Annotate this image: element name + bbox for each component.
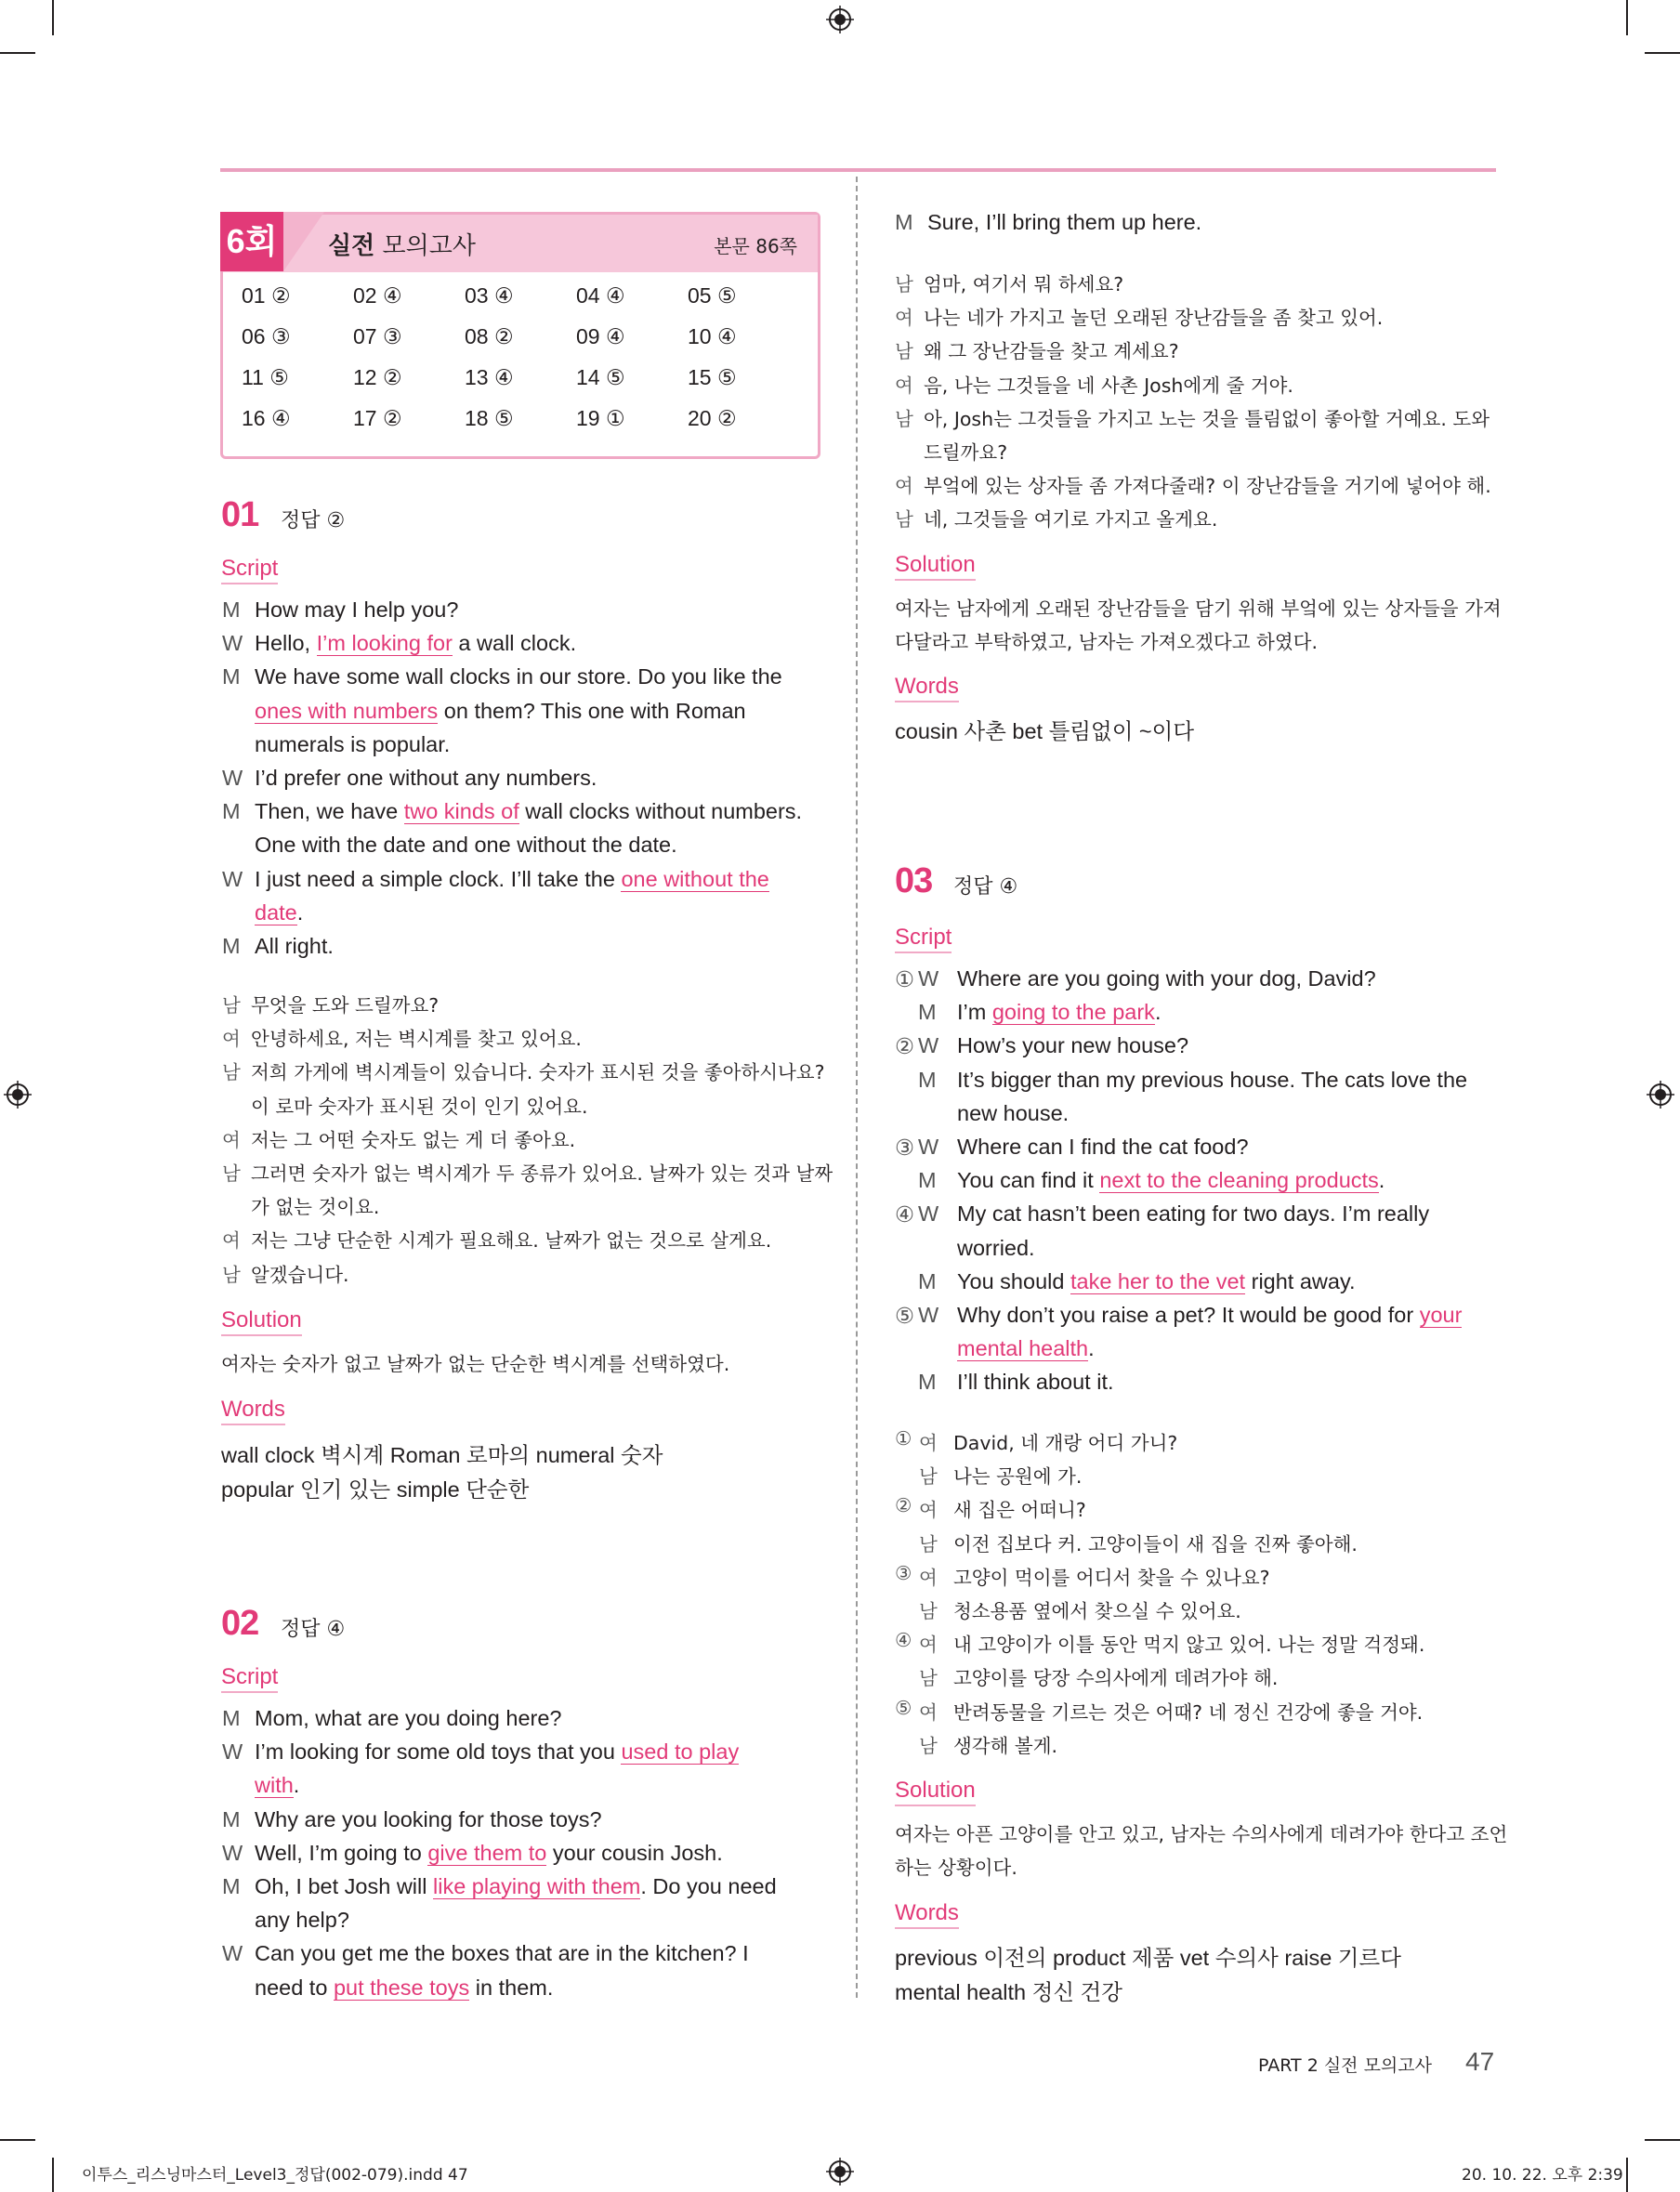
translation-line: 고양이를 당장 수의사에게 데려가야 해. [953, 1667, 1279, 1690]
answer-cell: 07 ③ [353, 324, 402, 348]
script-line [255, 1807, 602, 1832]
answer-cell: 20 ② [688, 406, 737, 430]
question-answer: 정답 ② [281, 509, 346, 532]
script-line [957, 1269, 1356, 1294]
answer-cell: 18 ⑤ [465, 406, 514, 430]
speaker-label: M [222, 597, 241, 622]
speaker-label: W [918, 1303, 939, 1327]
answer-cell: 10 ④ [688, 324, 737, 348]
script-text: Where can I find the cat food? [957, 1135, 1249, 1159]
question-number: 02 [221, 1604, 259, 1643]
answer-cell: 16 ④ [242, 406, 291, 430]
script-text: right away. [1245, 1268, 1356, 1293]
translation-line: 엄마, 여기서 뭐 하세요? [924, 273, 1124, 295]
script-text: wall clocks without numbers. [518, 799, 803, 824]
script-text: Can you get me the boxes that are in the kitchen? I [255, 1941, 749, 1966]
answer-cell: 03 ④ [465, 283, 514, 308]
header-rule [220, 168, 1496, 172]
script-label: Script [895, 925, 952, 953]
translation-line: 그러면 숫자가 없는 벽시계가 두 종류가 있어요. 날짜가 있는 것과 날짜 [251, 1162, 833, 1185]
script-line [255, 900, 303, 925]
script-line [927, 210, 1201, 235]
highlighted-phrase: going to the park [991, 1000, 1155, 1025]
speaker-label: M [222, 934, 241, 958]
speaker-label: 여 [222, 1128, 241, 1151]
script-text: I’m [957, 1000, 992, 1025]
translation-line: 저는 그냥 단순한 시계가 필요해요. 날짜가 없는 것으로 살게요. [251, 1229, 772, 1253]
speaker-label: 여 [895, 475, 913, 498]
highlighted-phrase: ones with numbers [255, 698, 439, 723]
speaker-label: 남 [222, 1061, 241, 1084]
translation-line: 반려동물을 기르는 것은 어때? 네 정신 건강에 좋을 거야. [953, 1700, 1424, 1724]
script-line [255, 1706, 562, 1731]
script-text: numerals is popular. [255, 731, 451, 756]
answer-cell: 15 ⑤ [688, 365, 737, 389]
script-line [957, 1370, 1114, 1395]
speaker-label: 남 [222, 1263, 241, 1286]
script-text: Well, I’m going to [255, 1840, 428, 1865]
speaker-label: M [918, 1268, 937, 1293]
translation-line: 왜 그 장난감들을 찾고 계세요? [924, 340, 1179, 363]
script-line [255, 1841, 723, 1866]
speaker-label: 여 [919, 1432, 938, 1454]
choice-number: ④ [895, 1202, 915, 1227]
words-label: Words [221, 1397, 285, 1425]
footer-part-label: PART 2 실전 모의고사 [1258, 2055, 1432, 2076]
speaker-label: M [918, 1168, 937, 1193]
script-text: We have some wall clocks in our store. Do you like the [255, 664, 782, 689]
answer-cell: 02 ④ [353, 283, 402, 308]
speaker-label: 남 [895, 273, 913, 295]
speaker-label: W [918, 966, 939, 991]
solution-line: 하는 상황이다. [895, 1857, 1017, 1879]
page-reference: 본문 86쪽 [714, 235, 797, 257]
script-line [255, 799, 802, 824]
translation-line: 저는 그 어떤 숫자도 없는 게 더 좋아요. [251, 1128, 576, 1151]
speaker-label: W [222, 1739, 243, 1765]
script-text: Then, we have [255, 799, 404, 824]
speaker-label: 여 [895, 307, 913, 330]
speaker-label: 남 [919, 1734, 938, 1757]
solution-line: 여자는 남자에게 오래된 장난감들을 담기 위해 부엌에 있는 상자들을 가져 [895, 597, 1502, 620]
translation-line: 무엇을 도와 드릴까요? [251, 994, 440, 1017]
translation-line: 새 집은 어떠니? [953, 1499, 1086, 1522]
highlighted-phrase: I’m looking for [316, 631, 453, 656]
speaker-label: 여 [919, 1499, 938, 1522]
speaker-label: M [918, 1370, 937, 1395]
script-text: . Do you need [640, 1874, 777, 1898]
answer-cell: 04 ④ [576, 283, 625, 308]
crop-mark [1645, 52, 1680, 54]
speaker-label: 남 [919, 1532, 938, 1555]
tag-arrow [283, 212, 324, 271]
speaker-label: 여 [919, 1634, 938, 1657]
highlighted-phrase: your [1419, 1303, 1463, 1327]
words-line: previous 이전의 product 제품 vet 수의사 raise 기르다 [895, 1946, 1401, 1970]
solution-line: 다달라고 부탁하였고, 남자는 가져오겠다고 하였다. [895, 631, 1318, 653]
question-number: 03 [895, 861, 933, 900]
translation-line: 고양이 먹이를 어디서 찾을 수 있나요? [953, 1566, 1270, 1589]
highlighted-phrase: give them to [427, 1840, 547, 1865]
question-answer: 정답 ④ [281, 1618, 346, 1641]
speaker-label: W [918, 1033, 939, 1058]
translation-line: 가 없는 것이요. [251, 1196, 380, 1219]
script-text: Mom, what are you doing here? [255, 1706, 562, 1730]
words-label: Words [895, 1900, 959, 1929]
translation-line: 음, 나는 그것들을 네 사촌 Josh에게 줄 거야. [924, 374, 1293, 397]
script-label: Script [221, 1664, 278, 1693]
highlighted-phrase: next to the cleaning products [1099, 1168, 1379, 1193]
answer-cell: 14 ⑤ [576, 365, 625, 389]
speaker-label: 여 [222, 1028, 241, 1051]
speaker-label: M [895, 210, 913, 234]
speaker-label: 남 [895, 407, 913, 430]
answer-cell: 09 ④ [576, 324, 625, 348]
crop-mark [1626, 0, 1628, 35]
translation-line: 생각해 볼게. [953, 1734, 1058, 1757]
script-text: . [293, 1773, 300, 1798]
speaker-label: M [918, 1067, 937, 1092]
translation-line: 드릴까요? [924, 441, 1008, 464]
speaker-label: 남 [222, 994, 241, 1017]
script-text: . [1154, 1000, 1162, 1025]
speaker-label: M [222, 1806, 241, 1831]
words-line: popular 인기 있는 simple 단순한 [221, 1477, 530, 1502]
page-number: 47 [1465, 2047, 1495, 2076]
highlighted-phrase: put these toys [333, 1975, 470, 2000]
speaker-label: M [918, 1000, 937, 1025]
translation-line: 아, Josh는 그것들을 가지고 노는 것을 틀림없이 좋아할 거예요. 도와 [924, 407, 1490, 430]
script-line [255, 597, 458, 623]
script-line [957, 1000, 1161, 1025]
speaker-label: M [222, 1706, 241, 1730]
choice-number: ③ [895, 1561, 912, 1584]
script-text: You can find it [957, 1168, 1100, 1193]
highlighted-phrase: date [255, 899, 297, 925]
registration-mark-icon [1647, 1081, 1674, 1109]
crop-mark [52, 0, 54, 35]
highlighted-phrase: like playing with them [433, 1874, 641, 1898]
script-line [255, 664, 782, 689]
script-line [255, 833, 677, 858]
translation-line: 안녕하세요, 저는 벽시계를 찾고 있어요. [251, 1028, 582, 1051]
script-text: . [296, 899, 304, 925]
answer-cell: 13 ④ [465, 365, 514, 389]
solution-line: 여자는 아픈 고양이를 안고 있고, 남자는 수의사에게 데려가야 한다고 조언 [895, 1823, 1508, 1845]
crop-mark [1626, 2158, 1628, 2192]
script-text: Sure, I’ll bring them up here. [927, 210, 1202, 234]
script-text: in them. [469, 1975, 554, 2000]
script-text: How may I help you? [255, 597, 459, 622]
choice-number: ③ [895, 1135, 915, 1160]
answer-cell: 11 ⑤ [242, 365, 289, 389]
script-text: Hello, [255, 631, 317, 656]
script-text: Why don’t you raise a pet? It would be good for [957, 1303, 1420, 1327]
crop-mark [0, 52, 35, 54]
highlighted-phrase: mental health [957, 1336, 1089, 1361]
script-text: My cat hasn’t been eating for two days. I’m really [957, 1201, 1430, 1227]
script-line [957, 966, 1376, 991]
translation-line: 네, 그것들을 여기로 가지고 올게요. [924, 508, 1218, 532]
answer-cell: 12 ② [353, 365, 402, 389]
crop-mark [52, 2158, 54, 2192]
translation-line: 나는 네가 가지고 놀던 오래된 장난감들을 좀 찾고 있어. [924, 307, 1384, 330]
script-line [255, 1975, 553, 2001]
translation-line: 저희 가게에 벽시계들이 있습니다. 숫자가 표시된 것을 좋아하시나요? [251, 1061, 825, 1084]
print-slug-file: 이투스_리스닝마스터_Level3_정답(002-079).indd 47 [82, 2166, 468, 2185]
script-text: worried. [957, 1235, 1035, 1260]
script-line [957, 1168, 1385, 1193]
words-line: wall clock 벽시계 Roman 로마의 numeral 숫자 [221, 1443, 663, 1467]
highlighted-phrase: two kinds of [403, 799, 519, 824]
script-line [255, 699, 746, 724]
speaker-label: 남 [222, 1162, 241, 1185]
script-text: your cousin Josh. [546, 1840, 723, 1865]
speaker-label: W [222, 866, 243, 891]
script-line [957, 1201, 1429, 1227]
script-line [957, 1303, 1462, 1328]
speaker-label: W [918, 1135, 939, 1159]
speaker-label: 여 [895, 374, 913, 397]
answer-cell: 05 ⑤ [688, 283, 737, 308]
print-slug-date: 20. 10. 22. 오후 2:39 [1462, 2166, 1623, 2185]
script-line [255, 732, 450, 757]
script-text: I just need a simple clock. I’ll take the [255, 866, 622, 891]
choice-number: ② [895, 1494, 912, 1517]
choice-number: ① [895, 1427, 912, 1450]
script-text: One with the date and one without the date. [255, 833, 677, 858]
translation-line: 이 로마 숫자가 표시된 것이 인기 있어요. [251, 1095, 588, 1118]
speaker-label: 여 [919, 1700, 938, 1724]
speaker-label: W [222, 631, 243, 656]
script-line [957, 1033, 1188, 1058]
script-line [255, 766, 597, 791]
question-answer: 정답 ④ [953, 875, 1018, 899]
registration-mark-icon [826, 6, 854, 33]
translation-line: David, 네 개랑 어디 가니? [953, 1432, 1178, 1454]
solution-label: Solution [221, 1307, 302, 1336]
script-text: How’s your new house? [957, 1033, 1189, 1058]
answer-cell: 06 ③ [242, 324, 291, 348]
answer-key-header [223, 215, 818, 272]
script-text: new house. [957, 1100, 1070, 1125]
highlighted-phrase: with [255, 1773, 294, 1798]
script-text: . [1378, 1168, 1385, 1193]
script-text: I’ll think about it. [957, 1370, 1114, 1395]
script-text: any help? [255, 1908, 349, 1933]
speaker-label: 남 [895, 508, 913, 532]
script-text: I’d prefer one without any numbers. [255, 766, 597, 790]
words-line: cousin 사촌 bet 틀림없이 ~이다 [895, 719, 1195, 743]
script-line [255, 1941, 749, 1966]
words-line: mental health 정신 건강 [895, 1979, 1122, 2004]
answer-cell: 01 ② [242, 283, 291, 308]
script-line [957, 1236, 1035, 1261]
crop-mark [1645, 2139, 1680, 2141]
answer-key-title: 실전 모의고사 [328, 232, 476, 260]
script-text: on them? This one with Roman [438, 698, 746, 723]
choice-number: ② [895, 1034, 915, 1059]
script-line [957, 1101, 1069, 1126]
column-divider [856, 177, 858, 1998]
script-text: a wall clock. [452, 631, 577, 656]
registration-mark-icon [4, 1081, 32, 1109]
script-label: Script [221, 556, 278, 584]
highlighted-phrase: used to play [621, 1739, 740, 1765]
answer-cell: 17 ② [353, 406, 402, 430]
speaker-label: 남 [919, 1465, 938, 1489]
script-text: need to [255, 1975, 334, 2000]
choice-number: ④ [895, 1629, 912, 1652]
question-number: 01 [221, 495, 259, 534]
translation-line: 알겠습니다. [251, 1263, 349, 1286]
translation-line: 이전 집보다 커. 고양이들이 새 집을 진짜 좋아해. [953, 1532, 1358, 1555]
script-line [957, 1336, 1095, 1361]
answer-key-box [220, 212, 820, 459]
speaker-label: 남 [919, 1667, 938, 1690]
script-text: It’s bigger than my previous house. The cats love the [957, 1067, 1468, 1092]
test-number-tag: 6회 [220, 212, 283, 271]
script-line [255, 934, 334, 959]
script-line [255, 1739, 739, 1765]
crop-mark [0, 2139, 35, 2141]
registration-mark-icon [826, 2158, 854, 2185]
script-line [255, 1874, 777, 1899]
script-text: . [1088, 1336, 1095, 1361]
choice-number: ① [895, 967, 915, 991]
script-line [255, 631, 576, 656]
script-line [255, 1773, 299, 1798]
script-text: Where are you going with your dog, David? [957, 966, 1376, 991]
answer-cell: 19 ① [576, 406, 625, 430]
choice-number: ⑤ [895, 1304, 915, 1328]
script-line [957, 1135, 1249, 1160]
script-text: All right. [255, 934, 334, 958]
script-line [255, 1908, 349, 1933]
speaker-label: W [222, 766, 243, 790]
translation-line: 청소용품 옆에서 찾으실 수 있어요. [953, 1600, 1241, 1622]
speaker-label: 남 [919, 1600, 938, 1622]
choice-number: ⑤ [895, 1696, 912, 1719]
script-text: You should [957, 1268, 1070, 1293]
highlighted-phrase: one without the [621, 866, 769, 891]
solution-line: 여자는 숫자가 없고 날짜가 없는 단순한 벽시계를 선택하였다. [221, 1353, 730, 1375]
words-label: Words [895, 674, 959, 702]
translation-line: 부엌에 있는 상자들 좀 가져다줄래? 이 장난감들을 거기에 넣어야 해. [924, 475, 1491, 498]
speaker-label: W [222, 1941, 243, 1966]
speaker-label: W [222, 1840, 243, 1865]
script-line [255, 867, 769, 892]
highlighted-phrase: take her to the vet [1070, 1268, 1246, 1293]
script-text: Why are you looking for those toys? [255, 1806, 602, 1831]
speaker-label: 남 [895, 340, 913, 363]
solution-label: Solution [895, 552, 976, 581]
speaker-label: M [222, 664, 241, 689]
speaker-label: 여 [222, 1229, 241, 1253]
speaker-label: W [918, 1201, 939, 1227]
translation-line: 나는 공원에 가. [953, 1465, 1083, 1489]
speaker-label: 여 [919, 1566, 938, 1589]
answer-cell: 08 ② [465, 324, 514, 348]
solution-label: Solution [895, 1778, 976, 1806]
script-line [957, 1068, 1467, 1093]
script-text: Oh, I bet Josh will [255, 1874, 433, 1898]
script-text: I’m looking for some old toys that you [255, 1739, 622, 1765]
speaker-label: M [222, 1874, 241, 1898]
speaker-label: M [222, 799, 241, 824]
translation-line: 내 고양이가 이틀 동안 먹지 않고 있어. 나는 정말 걱정돼. [953, 1634, 1425, 1657]
